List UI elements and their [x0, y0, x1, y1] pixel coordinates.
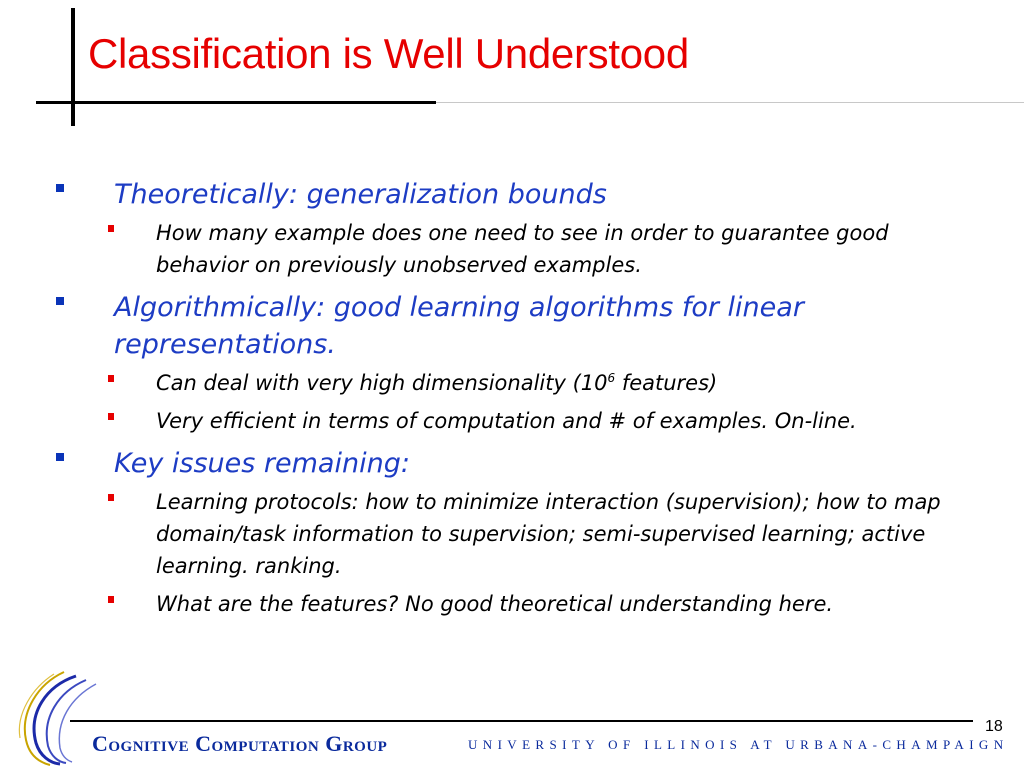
square-bullet-icon	[56, 453, 64, 461]
title-vertical-rule	[71, 8, 75, 126]
bullet-key-issues	[50, 445, 1000, 620]
sub-bullet-text: Learning protocols: how to minimize interaction (supervision); how to map domain/task information to supervision; semi-supervised learning; active learning. ranking.	[156, 490, 941, 578]
sub-bullet-list	[114, 217, 1000, 281]
exponent: 6	[607, 371, 616, 385]
small-square-bullet-icon	[108, 375, 114, 382]
sub-bullet	[114, 405, 1000, 437]
small-square-bullet-icon	[108, 225, 114, 232]
page-number: 18	[985, 718, 1003, 735]
bullet-theoretically	[50, 176, 1000, 281]
slide-content	[50, 176, 1000, 628]
sub-bullet	[114, 588, 1000, 620]
small-square-bullet-icon	[108, 494, 114, 501]
square-bullet-icon	[56, 297, 64, 305]
sub-bullet-text: How many example does one need to see in order to guarantee good behavior on previously unobserved examples.	[156, 221, 889, 277]
bullet-text: Algorithmically: good learning algorithms for linear representations.	[114, 292, 804, 360]
sub-bullet	[114, 486, 1000, 582]
sub-bullet-text-after: features)	[615, 371, 718, 395]
footer-group-name: Cognitive Computation Group	[92, 731, 388, 756]
sub-bullet-text: Very efficient in terms of computation and # of examples. On-line.	[156, 409, 857, 433]
square-bullet-icon	[56, 184, 64, 192]
sub-bullet	[114, 367, 1000, 399]
title-gray-rule	[436, 102, 1024, 103]
small-square-bullet-icon	[108, 596, 114, 603]
sub-bullet-list	[114, 486, 1000, 620]
small-square-bullet-icon	[108, 413, 114, 420]
title-horizontal-rule	[36, 101, 436, 104]
sub-bullet-text-before: Can deal with very high dimensionality (10	[156, 371, 608, 395]
bullet-text: Theoretically: generalization bounds	[114, 179, 607, 210]
sub-bullet-text	[156, 367, 966, 399]
footer-university: UNIVERSITY OF ILLINOIS AT URBANA-CHAMPAIGN	[468, 737, 1009, 752]
sub-bullet-text: What are the features? No good theoretical understanding here.	[156, 592, 834, 616]
bullet-text: Key issues remaining:	[114, 448, 410, 479]
bullet-algorithmically	[50, 289, 1000, 437]
slide-title: Classification is Well Understood	[88, 30, 689, 77]
sub-bullet	[114, 217, 1000, 281]
sub-bullet-list	[114, 367, 1000, 437]
footer-rule	[70, 720, 973, 722]
